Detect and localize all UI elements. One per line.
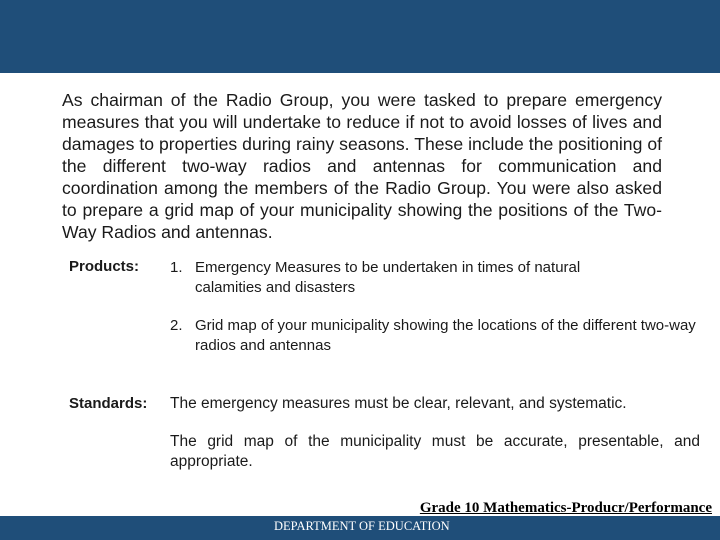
product-number: 2.: [170, 317, 183, 334]
product-item: [170, 316, 710, 356]
grade-note: Grade 10 Mathematics-Producr/Performance: [419, 500, 712, 516]
product-text: Emergency Measures to be undertaken in times of natural calamities and disasters: [195, 259, 581, 296]
footer-bar: [0, 516, 720, 540]
products-label: Products:: [69, 258, 140, 275]
product-item: [170, 258, 630, 298]
standard-item: The emergency measures must be clear, relevant, and systematic.: [170, 395, 627, 412]
product-text: Grid map of your municipality showing the locations of the different two-way radios and antennas: [195, 317, 696, 354]
task-paragraph: As chairman of the Radio Group, you were tasked to prepare emergency measures that you will undertake to reduce if not to avoid losses of lives and damages to properties during rainy seasons. These include the positioning of the different two-way radios and antennas for communication and coordination among the members of the Radio Group. You were also asked to prepare a grid map of your municipality showing the positions of the Two-Way Radios and antennas.: [62, 90, 662, 242]
product-number: 1.: [170, 259, 183, 276]
department-label: DEPARTMENT OF EDUCATION: [274, 519, 450, 533]
standards-label: Standards:: [69, 395, 148, 412]
standard-item: The grid map of the municipality must be accurate, presentable, and appropriate.: [170, 433, 700, 470]
